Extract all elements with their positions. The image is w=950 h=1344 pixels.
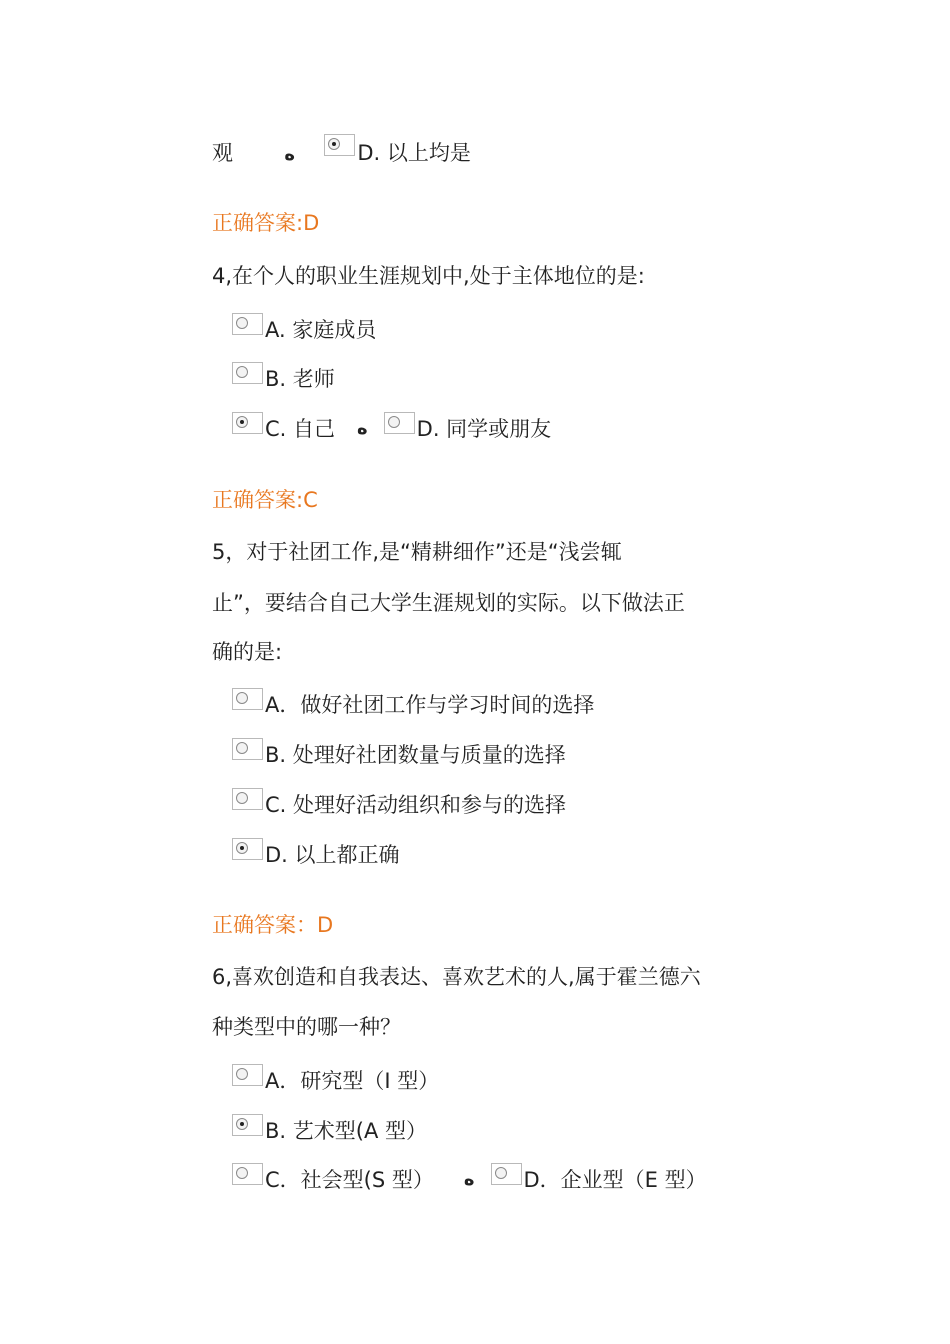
q6-option-c-label: C．社会型(S 型） (265, 1168, 434, 1192)
q4-option-c[interactable] (232, 414, 551, 444)
q4-option-a[interactable] (232, 315, 376, 345)
q4-option-d-radio[interactable] (384, 412, 415, 434)
q4-question: 4,在个人的职业生涯规划中,处于主体地位的是: (212, 264, 645, 288)
q6-option-b-radio[interactable] (232, 1114, 263, 1136)
q6-option-a[interactable] (232, 1066, 439, 1096)
q3-option-line (212, 138, 471, 170)
q4-option-c-radio[interactable] (232, 412, 263, 434)
q4-option-b-radio[interactable] (232, 362, 263, 384)
q5-question-line3: 确的是: (212, 640, 283, 664)
separator-glyph: ه (463, 1169, 475, 1190)
q4-option-d-label: D. 同学或朋友 (416, 417, 552, 441)
q6-question-line2: 种类型中的哪一种？ (212, 1015, 401, 1039)
q6-option-d-radio[interactable] (491, 1163, 522, 1185)
q3-option-d-label: D. 以上均是 (357, 141, 471, 165)
q5-option-a-label: A．做好社团工作与学习时间的选择 (265, 693, 595, 717)
q5-option-b-label: B. 处理好社团数量与质量的选择 (265, 743, 566, 767)
q3-correct-answer: 正确答案:D (212, 211, 320, 235)
q5-question-line1: 5，对于社团工作,是“精耕细作”还是“浅尝辄 (212, 540, 622, 564)
q3-option-d-radio[interactable] (324, 134, 355, 156)
separator-glyph: ه (357, 418, 368, 439)
q5-option-a-radio[interactable] (232, 688, 263, 710)
q6-option-b[interactable] (232, 1116, 427, 1146)
q4-option-b-label: B. 老师 (265, 367, 335, 391)
q5-option-d-label: D. 以上都正确 (265, 843, 400, 867)
q5-option-d[interactable] (232, 840, 400, 870)
q5-question-line2: 止”，要结合自己大学生涯规划的实际。以下做法正 (212, 591, 685, 615)
q4-option-b[interactable] (232, 364, 335, 394)
q6-option-c[interactable] (232, 1165, 707, 1195)
q5-option-b-radio[interactable] (232, 738, 263, 760)
q6-option-c-radio[interactable] (232, 1163, 263, 1185)
q5-option-b[interactable] (232, 740, 566, 770)
q5-option-c-radio[interactable] (232, 788, 263, 810)
q5-option-c-label: C. 处理好活动组织和参与的选择 (265, 793, 567, 817)
q5-option-d-radio[interactable] (232, 838, 263, 860)
q3-option-prefix: 观 (212, 141, 233, 165)
q4-option-c-label: C. 自己 (265, 417, 336, 441)
q4-option-a-radio[interactable] (232, 313, 263, 335)
q5-option-a[interactable] (232, 690, 594, 720)
q6-question-line1: 6,喜欢创造和自我表达、喜欢艺术的人,属于霍兰德六 (212, 965, 701, 989)
q5-option-c[interactable] (232, 790, 566, 820)
q4-correct-answer: 正确答案:C (212, 488, 318, 512)
q6-option-a-label: A．研究型（I 型） (265, 1069, 440, 1093)
q4-option-a-label: A. 家庭成员 (265, 318, 377, 342)
q6-option-a-radio[interactable] (232, 1064, 263, 1086)
q6-option-b-label: B. 艺术型(A 型） (265, 1119, 427, 1143)
q5-correct-answer: 正确答案：D (212, 913, 334, 937)
q6-option-d-label: D．企业型（E 型） (523, 1168, 707, 1192)
separator-glyph: ه (284, 144, 296, 165)
